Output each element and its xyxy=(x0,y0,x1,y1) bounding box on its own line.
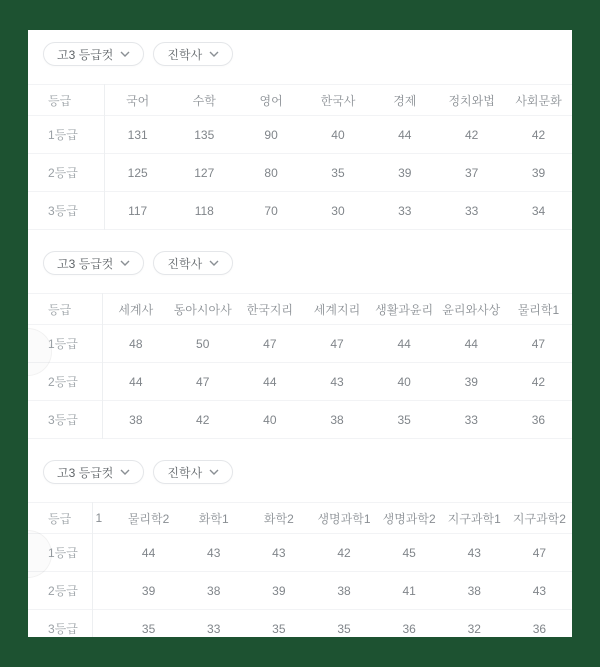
cell-score: 32 xyxy=(467,621,481,636)
cell-score: 42 xyxy=(464,127,479,142)
cell-score: 43 xyxy=(207,545,221,560)
chevron-down-icon xyxy=(209,51,219,57)
column-header-subject: 한국지리 xyxy=(246,302,294,317)
column-header-subject: 정치와법 xyxy=(448,93,495,108)
column-header-subject: 한국사 xyxy=(320,93,356,108)
cell-score: 44 xyxy=(397,336,411,351)
grade-cut-dropdown[interactable] xyxy=(43,460,144,484)
cell-score: 44 xyxy=(263,374,277,389)
column-header-subject: 영어 xyxy=(259,93,283,108)
grade-cut-dropdown-label: 고3 등급컷 xyxy=(57,47,114,62)
cell-score: 38 xyxy=(129,412,143,427)
cell-score: 30 xyxy=(331,203,345,218)
chevron-down-icon xyxy=(120,51,130,57)
cell-partial xyxy=(92,610,116,638)
cell-score: 37 xyxy=(464,165,479,180)
column-header-subject: 생활과윤리 xyxy=(375,302,434,317)
row-grade-label: 2등급 xyxy=(28,154,104,192)
cell-score: 35 xyxy=(397,412,411,427)
table-row xyxy=(28,610,572,638)
grade-cut-dropdown[interactable] xyxy=(43,42,144,66)
cell-score: 47 xyxy=(196,374,210,389)
column-header-subject: 국어 xyxy=(126,93,150,108)
row-grade-label: 1등급 xyxy=(28,116,104,154)
cell-score: 33 xyxy=(398,203,412,218)
column-header-subject: 지구과학2 xyxy=(512,511,566,526)
column-header-partial: 1 xyxy=(95,511,103,525)
grade-cut-table xyxy=(28,293,572,439)
cell-score: 36 xyxy=(532,621,547,636)
cell-score: 43 xyxy=(330,374,344,389)
cell-score: 40 xyxy=(397,374,411,389)
cell-score: 42 xyxy=(531,127,546,142)
column-header-grade: 등급 xyxy=(28,85,104,116)
cell-score: 47 xyxy=(531,336,546,351)
provider-dropdown-label: 진학사 xyxy=(167,465,203,480)
cell-score: 39 xyxy=(141,583,156,598)
cell-score: 43 xyxy=(272,545,286,560)
row-grade-label: 3등급 xyxy=(28,192,104,230)
cell-score: 50 xyxy=(196,336,210,351)
cell-score: 40 xyxy=(263,412,277,427)
cell-score: 125 xyxy=(127,165,148,180)
column-header-grade: 등급 xyxy=(28,503,92,534)
cell-score: 44 xyxy=(398,127,412,142)
cell-score: 43 xyxy=(467,545,481,560)
row-grade-label: 1등급 xyxy=(28,534,92,572)
cell-score: 47 xyxy=(532,545,547,560)
section-grade-cut-2 xyxy=(28,251,572,439)
cell-score: 39 xyxy=(464,374,478,389)
grade-cut-table-scroll[interactable] xyxy=(28,84,572,230)
chevron-down-icon xyxy=(120,260,130,266)
column-header-subject: 경제 xyxy=(393,93,417,108)
cell-score: 44 xyxy=(141,545,156,560)
cell-score: 39 xyxy=(398,165,412,180)
column-header-subject: 지구과학1 xyxy=(447,511,501,526)
grade-cut-dropdown-label: 고3 등급컷 xyxy=(57,465,114,480)
section-grade-cut-1 xyxy=(28,42,572,230)
cell-score: 44 xyxy=(129,374,143,389)
table-row xyxy=(28,534,572,572)
grade-cut-table-scroll[interactable] xyxy=(28,293,572,439)
cell-score: 43 xyxy=(532,583,547,598)
cell-score: 36 xyxy=(531,412,546,427)
cell-score: 135 xyxy=(194,127,215,142)
table-row xyxy=(28,363,572,401)
grade-cut-dropdown-label: 고3 등급컷 xyxy=(57,256,114,271)
row-grade-label: 2등급 xyxy=(28,572,92,610)
column-header-subject: 세계지리 xyxy=(313,302,361,317)
provider-dropdown-label: 진학사 xyxy=(167,47,203,62)
row-grade-label: 3등급 xyxy=(28,610,92,638)
row-grade-label: 3등급 xyxy=(28,401,102,439)
cell-score: 33 xyxy=(464,203,479,218)
column-header-subject: 윤리와사상 xyxy=(442,302,501,317)
cell-score: 35 xyxy=(141,621,156,636)
grade-cut-table xyxy=(28,84,572,230)
table-row xyxy=(28,401,572,439)
cell-score: 39 xyxy=(272,583,286,598)
cell-score: 44 xyxy=(464,336,478,351)
column-header-subject: 동아시아사 xyxy=(173,302,232,317)
grade-cut-panel xyxy=(28,30,572,637)
cell-score: 38 xyxy=(337,583,351,598)
cell-score: 38 xyxy=(330,412,344,427)
cell-score: 35 xyxy=(331,165,345,180)
cell-score: 38 xyxy=(207,583,221,598)
cell-score: 42 xyxy=(531,374,546,389)
column-header-subject: 수학 xyxy=(192,93,216,108)
grade-cut-table xyxy=(28,502,572,637)
column-header-subject: 생명과학2 xyxy=(382,511,436,526)
column-header-grade: 등급 xyxy=(28,294,102,325)
cell-score: 42 xyxy=(196,412,210,427)
cell-score: 90 xyxy=(264,127,278,142)
chevron-down-icon xyxy=(209,469,219,475)
cell-partial xyxy=(92,534,116,572)
column-header-subject: 화학2 xyxy=(263,511,294,526)
grade-cut-dropdown[interactable] xyxy=(43,251,144,275)
table-row xyxy=(28,154,572,192)
column-header-subject: 생명과학1 xyxy=(317,511,371,526)
cell-score: 127 xyxy=(194,165,215,180)
table-row xyxy=(28,325,572,363)
chevron-down-icon xyxy=(120,469,130,475)
cell-score: 117 xyxy=(128,203,148,218)
cell-score: 131 xyxy=(127,127,148,142)
cell-score: 38 xyxy=(467,583,481,598)
chevron-down-icon xyxy=(209,260,219,266)
cell-score: 35 xyxy=(337,621,351,636)
grade-cut-table-scroll[interactable] xyxy=(28,502,572,637)
column-header-subject: 사회문화 xyxy=(515,93,562,108)
cell-score: 34 xyxy=(531,203,546,218)
cell-score: 70 xyxy=(264,203,278,218)
section-grade-cut-3 xyxy=(28,460,572,637)
column-header-subject: 세계사 xyxy=(118,302,154,317)
provider-dropdown[interactable] xyxy=(153,251,233,275)
cell-score: 39 xyxy=(531,165,546,180)
column-header-subject: 화학1 xyxy=(198,511,229,526)
cell-score: 35 xyxy=(272,621,286,636)
cell-score: 48 xyxy=(129,336,143,351)
filter-bar xyxy=(43,42,572,66)
column-header-subject: 물리학2 xyxy=(127,511,170,526)
row-grade-label: 1등급 xyxy=(28,325,102,363)
filter-bar xyxy=(43,251,572,275)
table-row xyxy=(28,572,572,610)
cell-score: 45 xyxy=(402,545,416,560)
cell-score: 47 xyxy=(330,336,344,351)
cell-score: 41 xyxy=(402,583,416,598)
cell-score: 42 xyxy=(337,545,351,560)
cell-score: 33 xyxy=(464,412,478,427)
provider-dropdown[interactable] xyxy=(153,460,233,484)
table-row xyxy=(28,116,572,154)
column-header-subject: 물리학1 xyxy=(517,302,560,317)
cell-score: 36 xyxy=(402,621,416,636)
cell-score: 47 xyxy=(263,336,277,351)
row-grade-label: 2등급 xyxy=(28,363,102,401)
filter-bar xyxy=(43,460,572,484)
provider-dropdown-label: 진학사 xyxy=(167,256,203,271)
provider-dropdown[interactable] xyxy=(153,42,233,66)
cell-partial xyxy=(92,572,116,610)
table-row xyxy=(28,192,572,230)
cell-score: 80 xyxy=(264,165,278,180)
cell-score: 40 xyxy=(331,127,345,142)
cell-score: 33 xyxy=(207,621,221,636)
cell-score: 118 xyxy=(194,203,214,218)
